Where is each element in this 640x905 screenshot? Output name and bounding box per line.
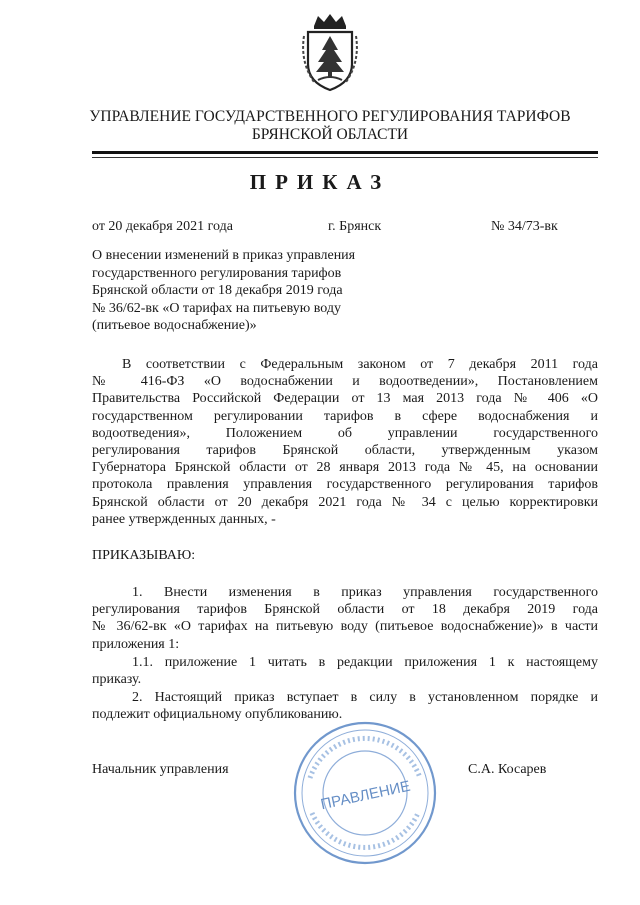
stamp-text: ПРАВЛЕНИЕ: [319, 777, 412, 814]
organization-header: [60, 108, 600, 144]
order-item-1: [92, 584, 598, 653]
order-date: от 20 декабря 2021 года: [92, 219, 233, 234]
preamble-line: В соответствии с Федеральным законом от 7 декабря 2011 года: [122, 357, 598, 372]
preamble-line: Брянской области от 20 декабря 2021 года № 34 с целью корректировки: [92, 494, 598, 510]
subject-line: (питьевое водоснабжение)»: [92, 318, 257, 333]
item-line: приложения 1:: [92, 636, 180, 652]
preamble-line: Правительства Российской Федерации от 13 мая 2013 года № 406 «О: [92, 391, 598, 407]
header-divider-thick: [92, 151, 598, 154]
subject-line: государственного регулирования тарифов: [92, 265, 342, 281]
subject-line: О внесении изменений в приказ управления: [92, 248, 356, 263]
preamble-paragraph: [92, 356, 598, 528]
item-line: 1. Внести изменения в приказ управления государственного: [132, 585, 598, 600]
signatory-position: Начальник управления: [92, 762, 229, 777]
preamble-line: Губернатора Брянской области от 28 января 2013 года № 45, на основании: [92, 460, 598, 476]
item-line: 2. Настоящий приказ вступает в силу в установленном порядке и: [132, 690, 598, 705]
order-number: № 34/73-вк: [491, 219, 558, 234]
preamble-line: ранее утвержденных данных, -: [92, 511, 276, 527]
subject-line: № 36/62-вк «О тарифах на питьевую воду: [92, 300, 341, 316]
document-title: ПРИКАЗ: [249, 170, 391, 194]
preamble-line: № 416-ФЗ «О водоснабжении и водоотведении», Постановлением: [92, 374, 598, 390]
order-subject: [92, 247, 402, 335]
item-line: приказу.: [92, 672, 142, 688]
coat-of-arms-icon: [300, 12, 360, 92]
signatory-name: С.А. Косарев: [468, 762, 547, 777]
preamble-line: регулирования тарифов Брянской области, утвержденным указом: [92, 443, 598, 459]
item-line: регулирования тарифов Брянской области от 18 декабря 2019 года: [92, 602, 598, 618]
header-line-2: БРЯНСКОЙ ОБЛАСТИ: [251, 126, 409, 143]
item-line: подлежит официальному опубликованию.: [92, 707, 343, 723]
preamble-line: протокола правления управления государственного регулирования тарифов: [92, 477, 598, 493]
order-item-1-1: [92, 654, 598, 688]
preamble-line: государственном регулировании тарифов в сфере водоснабжения и: [92, 408, 598, 424]
item-line: № 36/62-вк «О тарифах на питьевую воду (питьевое водоснабжение)» в части: [92, 619, 598, 635]
subject-line: Брянской области от 18 декабря 2019 года: [92, 283, 343, 298]
preamble-line: водоотведения», Положением об управлении государственного: [92, 425, 598, 441]
official-stamp: [290, 718, 440, 868]
order-directive: ПРИКАЗЫВАЮ:: [92, 548, 196, 563]
header-divider-thin: [92, 157, 598, 158]
header-line-1: УПРАВЛЕНИЕ ГОСУДАРСТВЕННОГО РЕГУЛИРОВАНИЯ ТАРИФОВ: [89, 108, 571, 125]
item-line: 1.1. приложение 1 читать в редакции приложения 1 к настоящему: [132, 655, 598, 670]
order-city: г. Брянск: [328, 219, 382, 234]
